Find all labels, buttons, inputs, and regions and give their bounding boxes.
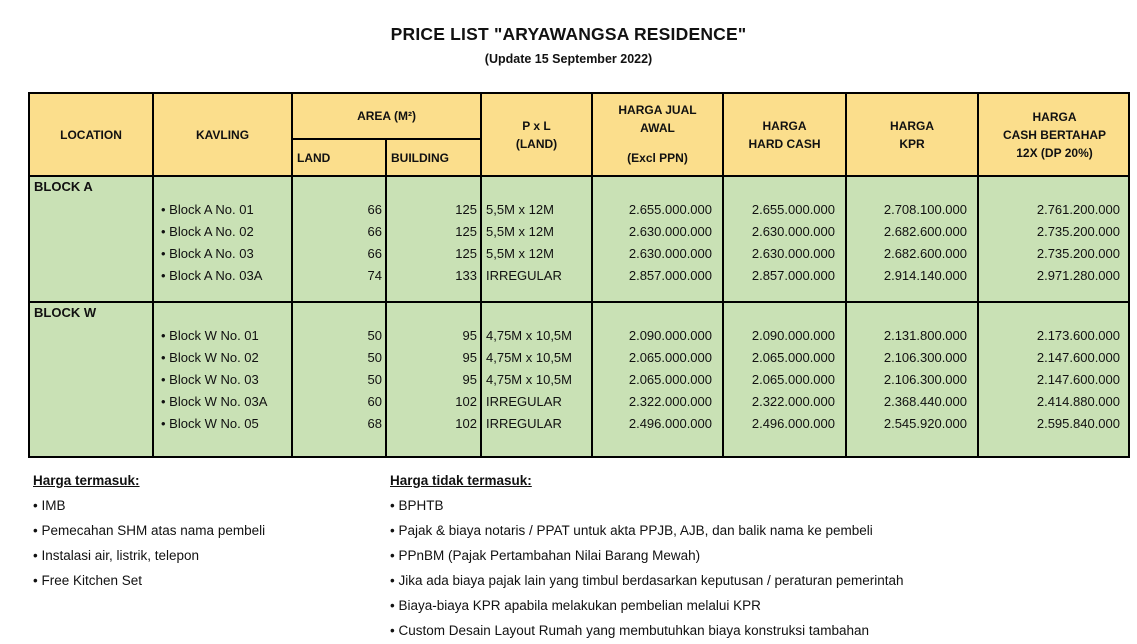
spacer-line xyxy=(154,177,291,199)
note-item: • Pemecahan SHM atas nama pembeli xyxy=(33,523,266,538)
kavling-item: • Block A No. 03A xyxy=(161,268,263,283)
building-value: 125 xyxy=(455,246,477,261)
note-item: • Free Kitchen Set xyxy=(33,573,143,588)
bertahap-column-cell xyxy=(979,177,1130,301)
spacer-line xyxy=(387,177,480,199)
header-harga-cash-bertahap xyxy=(979,94,1130,175)
header-pxl xyxy=(482,94,593,175)
spacer-line xyxy=(593,303,722,325)
harga-cash-bertahap-value: 2.595.840.000 xyxy=(1036,416,1120,431)
harga-jual-awal-value: 2.090.000.000 xyxy=(628,328,712,343)
building-column-cell xyxy=(387,177,482,301)
header-harga-hard-cash xyxy=(724,94,847,175)
kavling-column-cell xyxy=(154,177,293,301)
pxl-value: 5,5M x 12M xyxy=(486,246,554,261)
harga-hard-cash-value: 2.655.000.000 xyxy=(751,202,835,217)
page-subtitle: (Update 15 September 2022) xyxy=(484,52,653,66)
note-item: • Biaya-biaya KPR apabila melakukan pembelian melalui KPR xyxy=(390,598,761,613)
excluded-notes xyxy=(390,468,1128,643)
land-value: 50 xyxy=(367,350,382,365)
building-value: 95 xyxy=(462,328,477,343)
section-location-label: BLOCK W xyxy=(34,305,97,320)
harga-hard-cash-value: 2.630.000.000 xyxy=(751,224,835,239)
note-item: • PPnBM (Pajak Pertambahan Nilai Barang Mewah) xyxy=(390,548,701,563)
spacer-line xyxy=(979,177,1130,199)
header-land: LAND xyxy=(293,140,387,175)
header-location: LOCATION xyxy=(30,94,154,175)
price-table xyxy=(28,92,1130,458)
pxl-value: 4,75M x 10,5M xyxy=(486,350,572,365)
harga-kpr-value: 2.368.440.000 xyxy=(883,394,967,409)
cash-column-cell xyxy=(724,303,847,456)
harga-cash-bertahap-value: 2.147.600.000 xyxy=(1036,372,1120,387)
harga-hard-cash-value: 2.065.000.000 xyxy=(751,372,835,387)
spacer-line xyxy=(293,177,385,199)
header-line: CASH BERTAHAP xyxy=(1002,127,1107,142)
header-harga-jual-awal-title xyxy=(618,101,696,137)
land-value: 66 xyxy=(367,202,382,217)
table-header-row xyxy=(30,94,1128,177)
harga-kpr-value: 2.545.920.000 xyxy=(883,416,967,431)
header-kavling: KAVLING xyxy=(154,94,293,175)
header-line: AWAL xyxy=(640,121,675,135)
spacer-line xyxy=(387,303,480,325)
harga-jual-awal-value: 2.630.000.000 xyxy=(628,246,712,261)
page-title: PRICE LIST "ARYAWANGSA RESIDENCE" xyxy=(390,24,747,44)
harga-jual-awal-value: 2.496.000.000 xyxy=(628,416,712,431)
header-line: KPR xyxy=(899,136,925,151)
header-line: HARGA xyxy=(762,118,807,133)
harga-hard-cash-value: 2.090.000.000 xyxy=(751,328,835,343)
footnotes xyxy=(33,468,1128,643)
header-harga-jual-awal-note: (Excl PPN) xyxy=(627,151,688,165)
section-location-label: BLOCK A xyxy=(34,179,93,194)
location-cell xyxy=(30,177,154,301)
land-value: 60 xyxy=(367,394,382,409)
land-value: 66 xyxy=(367,224,382,239)
building-value: 95 xyxy=(462,372,477,387)
note-item: • BPHTB xyxy=(390,498,444,513)
header-line: P x L xyxy=(522,118,551,133)
kavling-item: • Block A No. 03 xyxy=(161,246,254,261)
spacer-line xyxy=(482,303,591,325)
spacer-line xyxy=(593,177,722,199)
location-cell xyxy=(30,303,154,456)
harga-hard-cash-value: 2.496.000.000 xyxy=(751,416,835,431)
harga-kpr-value: 2.682.600.000 xyxy=(883,224,967,239)
included-notes xyxy=(33,468,390,643)
excluded-list xyxy=(390,493,1128,643)
harga-kpr-value: 2.914.140.000 xyxy=(883,268,967,283)
spacer-line xyxy=(154,303,291,325)
harga-kpr-value: 2.106.300.000 xyxy=(883,350,967,365)
spacer-line xyxy=(979,303,1130,325)
kavling-item: • Block A No. 01 xyxy=(161,202,254,217)
pxl-value: 5,5M x 12M xyxy=(486,224,554,239)
cash-column-cell xyxy=(724,177,847,301)
included-list xyxy=(33,493,390,593)
building-value: 95 xyxy=(462,350,477,365)
spacer-line xyxy=(724,303,845,325)
header-line: HARGA JUAL xyxy=(618,103,697,117)
harga-hard-cash-value: 2.322.000.000 xyxy=(751,394,835,409)
spacer-line xyxy=(293,303,385,325)
harga-kpr-value: 2.131.800.000 xyxy=(883,328,967,343)
table-section-block-w xyxy=(30,301,1128,456)
building-value: 102 xyxy=(455,416,477,431)
header-area-label: AREA (M²) xyxy=(293,94,480,140)
note-item: • Custom Desain Layout Rumah yang membutuhkan biaya konstruksi tambahan xyxy=(390,623,869,638)
note-item: • IMB xyxy=(33,498,66,513)
header-building: BUILDING xyxy=(391,150,449,165)
harga-cash-bertahap-value: 2.147.600.000 xyxy=(1036,350,1120,365)
harga-jual-awal-value: 2.857.000.000 xyxy=(628,268,712,283)
land-value: 68 xyxy=(367,416,382,431)
note-item: • Instalasi air, listrik, telepon xyxy=(33,548,200,563)
harga-cash-bertahap-value: 2.761.200.000 xyxy=(1036,202,1120,217)
kavling-item: • Block A No. 02 xyxy=(161,224,254,239)
excluded-title: Harga tidak termasuk: xyxy=(390,473,532,488)
harga-kpr-value: 2.682.600.000 xyxy=(883,246,967,261)
pxl-column-cell xyxy=(482,177,593,301)
harga-cash-bertahap-value: 2.971.280.000 xyxy=(1036,268,1120,283)
spacer-line xyxy=(724,177,845,199)
jual-column-cell xyxy=(593,177,724,301)
jual-column-cell xyxy=(593,303,724,456)
pxl-value: IRREGULAR xyxy=(486,268,562,283)
header-line: HARGA xyxy=(890,118,934,133)
harga-cash-bertahap-value: 2.735.200.000 xyxy=(1036,224,1120,239)
kpr-column-cell xyxy=(847,303,979,456)
harga-kpr-value: 2.708.100.000 xyxy=(883,202,967,217)
kavling-item: • Block W No. 01 xyxy=(161,328,259,343)
header-line: 12X (DP 20%) xyxy=(1016,145,1093,160)
kavling-item: • Block W No. 02 xyxy=(161,350,259,365)
table-section-block-a xyxy=(30,177,1128,301)
pxl-value: IRREGULAR xyxy=(486,394,562,409)
harga-cash-bertahap-value: 2.173.600.000 xyxy=(1036,328,1120,343)
header-line: HARGA xyxy=(1032,109,1077,124)
pxl-column-cell xyxy=(482,303,593,456)
building-value: 125 xyxy=(455,202,477,217)
land-value: 66 xyxy=(367,246,382,261)
harga-cash-bertahap-value: 2.414.880.000 xyxy=(1036,394,1120,409)
harga-jual-awal-value: 2.065.000.000 xyxy=(628,372,712,387)
harga-hard-cash-value: 2.065.000.000 xyxy=(751,350,835,365)
building-value: 133 xyxy=(455,268,477,283)
harga-hard-cash-value: 2.857.000.000 xyxy=(751,268,835,283)
pxl-value: 4,75M x 10,5M xyxy=(486,328,572,343)
land-value: 50 xyxy=(367,328,382,343)
pxl-value: 5,5M x 12M xyxy=(486,202,554,217)
kavling-column-cell xyxy=(154,303,293,456)
spacer-line xyxy=(482,177,591,199)
harga-jual-awal-value: 2.322.000.000 xyxy=(628,394,712,409)
note-item: • Jika ada biaya pajak lain yang timbul berdasarkan keputusan / peraturan pemerintah xyxy=(390,573,904,588)
spacer-line xyxy=(847,177,977,199)
building-column-cell xyxy=(387,303,482,456)
building-value: 125 xyxy=(455,224,477,239)
header-line: (LAND) xyxy=(515,136,558,151)
table-body xyxy=(30,177,1128,456)
kavling-item: • Block W No. 03 xyxy=(161,372,259,387)
bertahap-column-cell xyxy=(979,303,1130,456)
pxl-value: 4,75M x 10,5M xyxy=(486,372,572,387)
note-item: • Pajak & biaya notaris / PPAT untuk akta PPJB, AJB, dan balik nama ke pembeli xyxy=(390,523,873,538)
header-harga-kpr xyxy=(847,94,979,175)
included-title: Harga termasuk: xyxy=(33,473,140,488)
harga-jual-awal-value: 2.065.000.000 xyxy=(628,350,712,365)
harga-hard-cash-value: 2.630.000.000 xyxy=(751,246,835,261)
land-value: 74 xyxy=(367,268,382,283)
kavling-item: • Block W No. 03A xyxy=(161,394,268,409)
land-value: 50 xyxy=(367,372,382,387)
harga-kpr-value: 2.106.300.000 xyxy=(883,372,967,387)
spacer-line xyxy=(847,303,977,325)
harga-jual-awal-value: 2.630.000.000 xyxy=(628,224,712,239)
harga-cash-bertahap-value: 2.735.200.000 xyxy=(1036,246,1120,261)
header-harga-jual-awal xyxy=(593,94,724,175)
header-line: HARD CASH xyxy=(748,136,821,151)
header-area-subrow xyxy=(293,140,480,175)
kavling-item: • Block W No. 05 xyxy=(161,416,259,431)
land-column-cell xyxy=(293,303,387,456)
building-value: 102 xyxy=(455,394,477,409)
header-area-group xyxy=(293,94,482,175)
harga-jual-awal-value: 2.655.000.000 xyxy=(628,202,712,217)
land-column-cell xyxy=(293,177,387,301)
pxl-value: IRREGULAR xyxy=(486,416,562,431)
kpr-column-cell xyxy=(847,177,979,301)
